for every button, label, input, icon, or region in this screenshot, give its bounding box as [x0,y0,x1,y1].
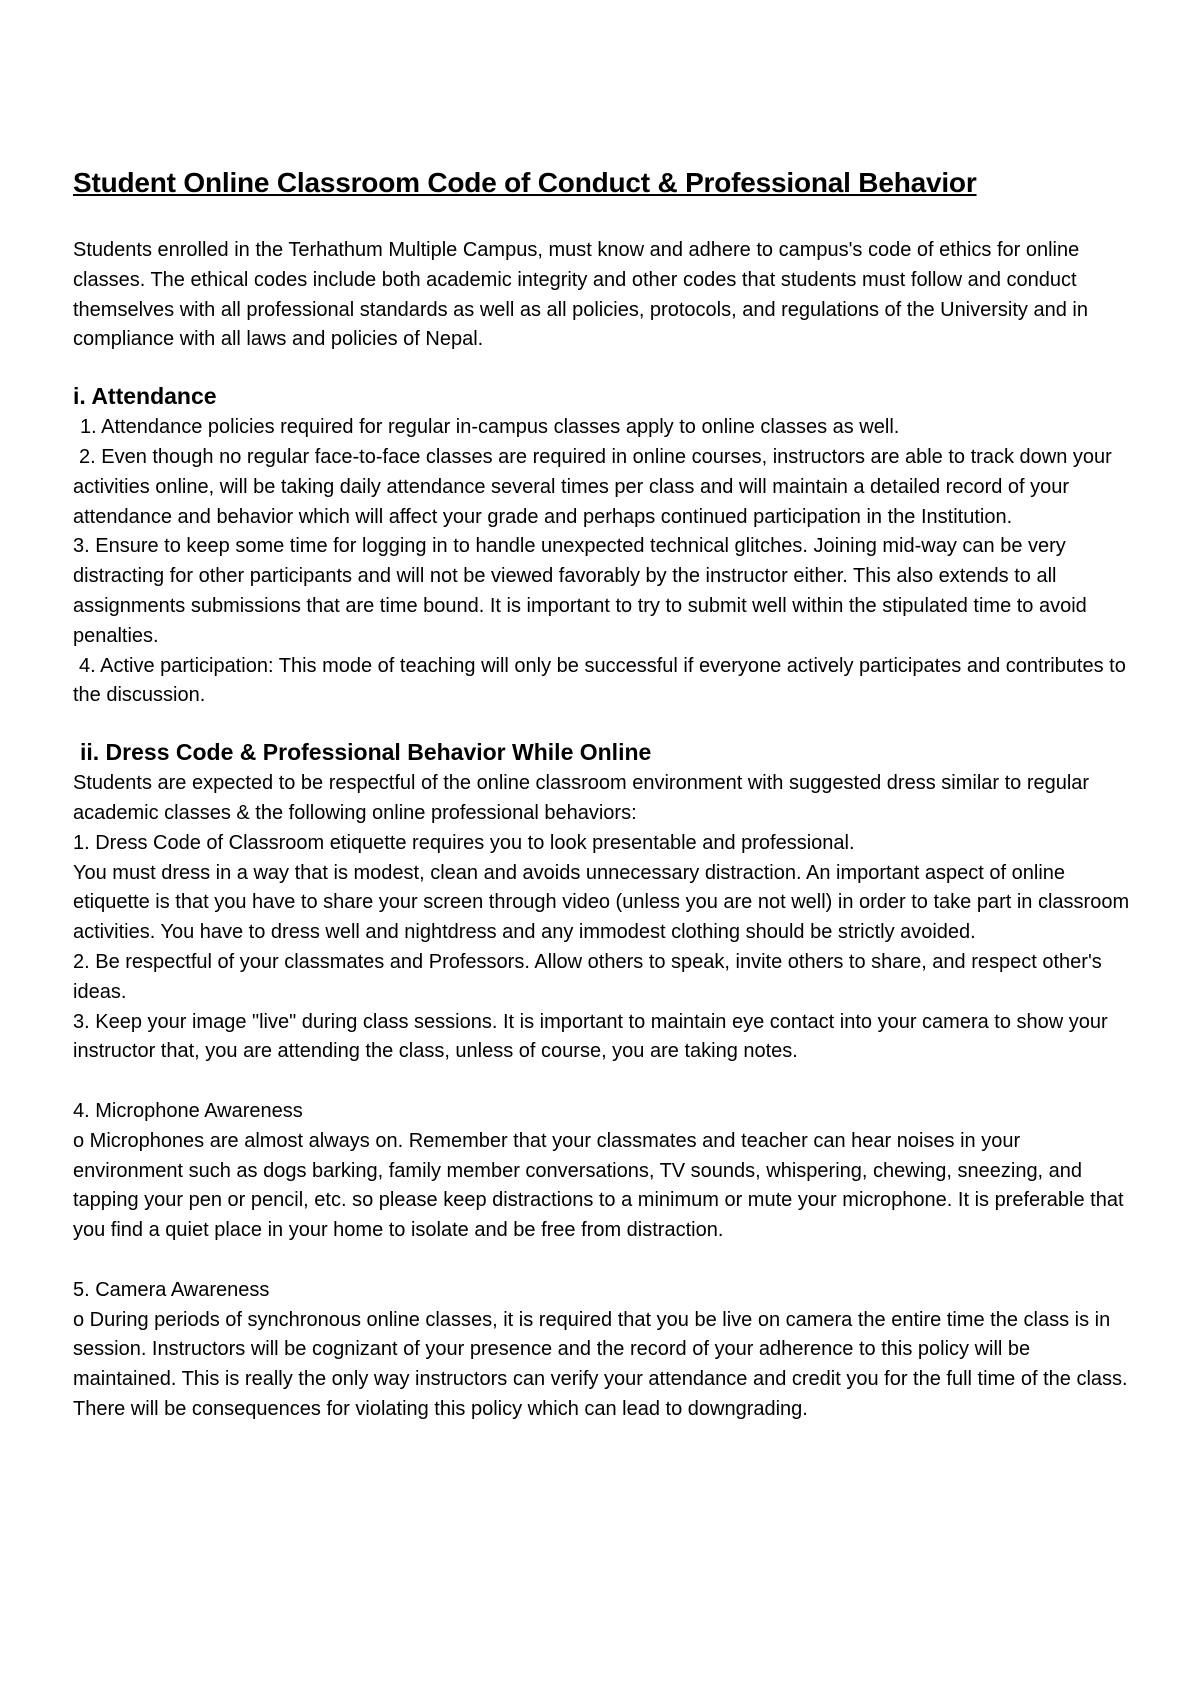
attendance-item-2 [73,443,1133,532]
dress-code-item-3: 3. Keep your image "live" during class sessions. It is important to maintain eye contact into your camera to show your instructor that, you are attending the class, unless of course, you are taking notes. [73,1010,1108,1063]
camera-body: o During periods of synchronous online classes, it is required that you be live on camera the entire time the class is in session. Instructors will be cognizant of your presence and the record of your adherence to this policy will be maintained. This is really the only way instructors can verify your attendance and credit you for the full time of the class. There will be consequences for violating this policy which can lead to downgrading. [73,1308,1128,1420]
section-heading-dress-code: ii. Dress Code & Professional Behavior While Online [80,739,652,766]
attendance-item-3: 3. Ensure to keep some time for logging in to handle unexpected technical glitches. Joining mid-way can be very distracting for other participants and will not be viewed favorably by the instructor either. This also extends to all assignments submissions that are time bound. It is important to try to submit well within the stipulated time to avoid penalties. [73,535,1087,647]
dress-code-item-1-heading: 1. Dress Code of Classroom etiquette requires you to look presentable and professional. [73,831,855,854]
intro-paragraph: Students enrolled in the Terhathum Multiple Campus, must know and adhere to campus's code of ethics for online classes. The ethical codes include both academic integrity and other codes that students must follow and conduct themselves with all professional standards as well as all policies, protocols, and regulations of the University and in compliance with all laws and policies of Nepal. [73,239,1088,351]
dress-code-item-2: 2. Be respectful of your classmates and Professors. Allow others to speak, invite others to share, and respect other's ideas. [73,950,1102,1003]
camera-heading: 5. Camera Awareness [73,1278,270,1301]
attendance-item-4 [73,652,1133,712]
attendance-item-1: 1. Attendance policies required for regular in-campus classes apply to online classes as well. [80,416,900,439]
attendance-item-2-text: 2. Even though no regular face-to-face classes are required in online courses, instructors are able to track down your activities online, will be taking daily attendance several times per class and will maintain a detailed record of your attendance and behavior which will affect your grade and perhaps continued participation in the Institution. [73,445,1112,528]
attendance-item-4-text: 4. Active participation: This mode of teaching will only be successful if everyone actively participates and contributes to the discussion. [73,654,1126,707]
section-attendance [73,379,1133,711]
microphone-heading: 4. Microphone Awareness [73,1099,303,1122]
section-dress-code [73,735,1133,1425]
document-content [73,166,1133,1425]
dress-code-intro: Students are expected to be respectful of the online classroom environment with suggested dress similar to regular academic classes & the following online professional behaviors: [73,772,1090,824]
dress-code-item-1-body: You must dress in a way that is modest, clean and avoids unnecessary distraction. An important aspect of online etiquette is that you have to share your screen through video (unless you are not well) in order to take part in classroom activities. You have to dress well and nightdress and any immodest clothing should be strictly avoided. [73,861,1130,944]
section-heading-attendance: i. Attendance [73,383,217,410]
page-title: Student Online Classroom Code of Conduct & Professional Behavior [73,167,977,198]
microphone-body: o Microphones are almost always on. Remember that your classmates and teacher can hear noises in your environment such as dogs barking, family member conversations, TV sounds, whispering, chewing, sneezing, and tapping your pen or pencil, etc. so please keep distractions to a minimum or mute your microphone. It is preferable that you find a quiet place in your home to isolate and be free from distraction. [73,1129,1124,1242]
